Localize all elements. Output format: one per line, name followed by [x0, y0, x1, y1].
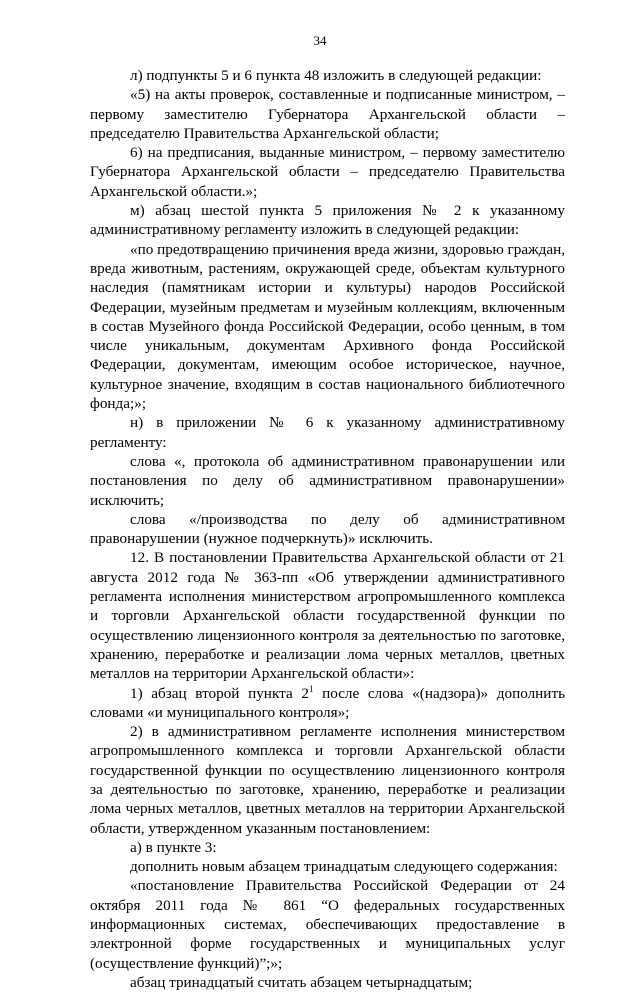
paragraph-words-protocol: слова «, протокола об административном правонарушении или постановления по делу об административном правонарушении» исключить; [90, 452, 565, 509]
paragraph-add-13: дополнить новым абзацем тринадцатым следующего содержания: [130, 858, 558, 876]
paragraph-words-proceedings: слова «/производства по делу об административном правонарушении (нужное подчеркнуть)» исключить. [90, 510, 565, 548]
item-1-before: 1) абзац второй пункта 2 [130, 684, 309, 702]
paragraph-item-1 [90, 684, 565, 723]
paragraph-item-6: 6) на предписания, выданные министром, – первому заместителю Губернатора Архангельской области – председателю Правительства Архангельской области.»; [90, 144, 565, 200]
paragraph-n: н) в приложении № 6 к указанному административному регламенту: [90, 414, 565, 451]
paragraph-l: л) подпункты 5 и 6 пункта 48 изложить в следующей редакции: [130, 67, 542, 84]
item-1-after: после слова «(надзора)» дополнить словами «и муниципального контроля»; [90, 684, 566, 721]
paragraph-12: 12. В постановлении Правительства Архангельской области от 21 августа 2012 года № 363-пп «Об утверждении административного регламента исполнения министерством агропромышленного комплекса и торговли Архангельской области государственной функции по осуществлению лицензионного контроля за деятельностью по заготовке, хранению, переработке и реализации лома черных металлов, цветных металлов на территории Архангельской области»: [90, 549, 565, 683]
item-1-superscript: 1 [308, 683, 314, 694]
paragraph-13-to-14: абзац тринадцатый считать абзацем четырнадцатым; [130, 973, 473, 991]
page-number: 34 [313, 33, 327, 48]
paragraph-harm-prevention: «по предотвращению причинения вреда жизни, здоровью граждан, вреда животным, растениям, окружающей среде, объектам культурного наследия (памятникам истории и культуры) народов Российской Федерации, музейным предметам и музейным коллекциям, включенным в состав Музейного фонда Российской Федерации, особо ценным, в том числе уникальным, документам Архивного фонда Российской Федерации, документам, имеющим особое историческое, научное, культурное значение, входящим в состав национального библиотечного фонда;»; [90, 240, 565, 413]
paragraph-item-5: «5) на акты проверок, составленные и подписанные министром, – первому заместителю Губернатора Архангельской области – председателю Правительства Архангельской области; [90, 86, 565, 142]
paragraph-resolution-861: «постановление Правительства Российской Федерации от 24 октября 2011 года № 861 “О федеральных государственных информационных системах, обеспечивающих предоставление в электронной форме государственных и муниципальных услуг (осуществление функций)”;»; [90, 877, 565, 972]
document-body [90, 66, 565, 992]
paragraph-item-2: 2) в административном регламенте исполнения министерством агропромышленного комплекса и торговли Архангельской области государственной функции по осуществлению лицензионного контроля за деятельностью по заготовке, хранению, переработке и реализации лома черных металлов, цветных металлов на территории Архангельской области, утвержденном указанным постановлением: [90, 723, 565, 837]
paragraph-a: а) в пункте 3: [130, 838, 217, 856]
paragraph-m: м) абзац шестой пункта 5 приложения № 2 к указанному административному регламенту изложить в следующей редакции: [90, 202, 565, 239]
